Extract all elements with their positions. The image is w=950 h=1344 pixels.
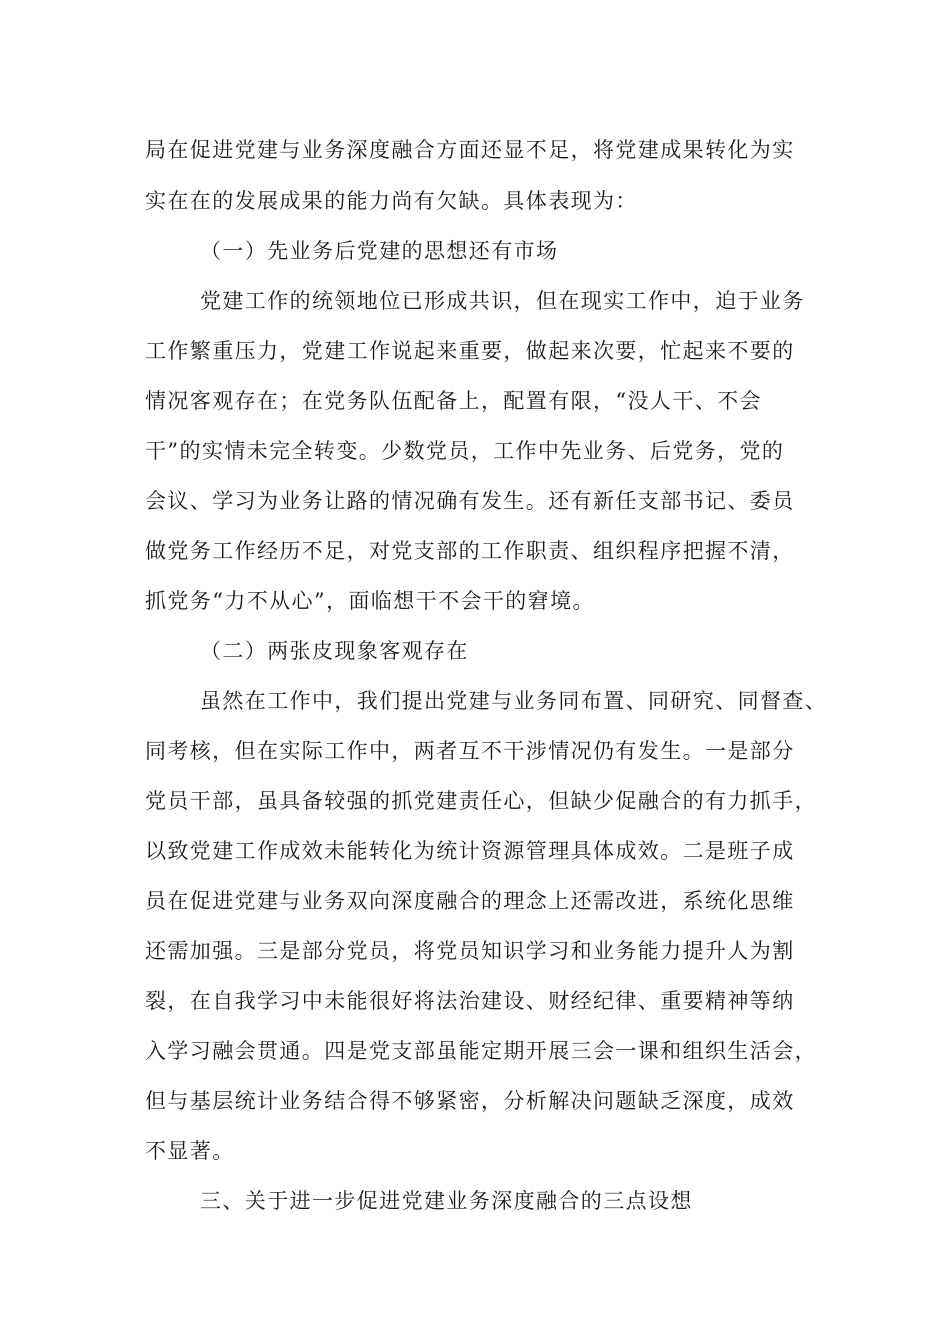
intro-line-1: 局在促进党建与业务深度融合方面还显不足，将党建成果转化为实 bbox=[145, 138, 795, 162]
section2-line-4: 以致党建工作成效未能转化为统计资源管理具体成效。二是班子成 bbox=[145, 839, 795, 863]
section1-line-4: 干”的实情未完全转变。少数党员，工作中先业务、后党务，党的 bbox=[145, 439, 785, 463]
section1-line-7: 抓党务“力不从心”，面临想干不会干的窘境。 bbox=[145, 589, 595, 613]
section2-line-2: 同考核，但在实际工作中，两者互不干涉情况仍有发生。一是部分 bbox=[145, 739, 795, 763]
section3-heading: 三、关于进一步促进党建业务深度融合的三点设想 bbox=[200, 1189, 693, 1213]
intro-line-2: 实在在的发展成果的能力尚有欠缺。具体表现为： bbox=[145, 189, 638, 213]
section2-line-8: 入学习融会贯通。四是党支部虽能定期开展三会一课和组织生活会， bbox=[145, 1039, 817, 1063]
section1-line-5: 会议、学习为业务让路的情况确有发生。还有新任支部书记、委员 bbox=[145, 489, 795, 513]
section2-line-7: 裂，在自我学习中未能很好将法治建设、财经纪律、重要精神等纳 bbox=[145, 989, 795, 1013]
section2-line-10: 不显著。 bbox=[145, 1139, 235, 1163]
section1-line-6: 做党务工作经历不足，对党支部的工作职责、组织程序把握不清， bbox=[145, 539, 795, 563]
section2-line-5: 员在促进党建与业务双向深度融合的理念上还需改进，系统化思维 bbox=[145, 889, 795, 913]
section2-line-6: 还需加强。三是部分党员，将党员知识学习和业务能力提升人为割 bbox=[145, 939, 795, 963]
section2-line-3: 党员干部，虽具备较强的抓党建责任心，但缺少促融合的有力抓手， bbox=[145, 789, 817, 813]
section2-heading: （二）两张皮现象客观存在 bbox=[200, 639, 469, 663]
section2-line-9: 但与基层统计业务结合得不够紧密，分析解决问题缺乏深度，成效 bbox=[145, 1089, 795, 1113]
section1-heading: （一）先业务后党建的思想还有市场 bbox=[200, 239, 559, 263]
section1-line-2: 工作繁重压力，党建工作说起来重要，做起来次要，忙起来不要的 bbox=[145, 339, 795, 363]
section2-line-1: 虽然在工作中，我们提出党建与业务同布置、同研究、同督查、 bbox=[200, 689, 828, 713]
section1-line-3: 情况客观存在；在党务队伍配备上，配置有限，“没人干、不会 bbox=[145, 389, 762, 413]
section1-line-1: 党建工作的统领地位已形成共识，但在现实工作中，迫于业务 bbox=[200, 289, 805, 313]
